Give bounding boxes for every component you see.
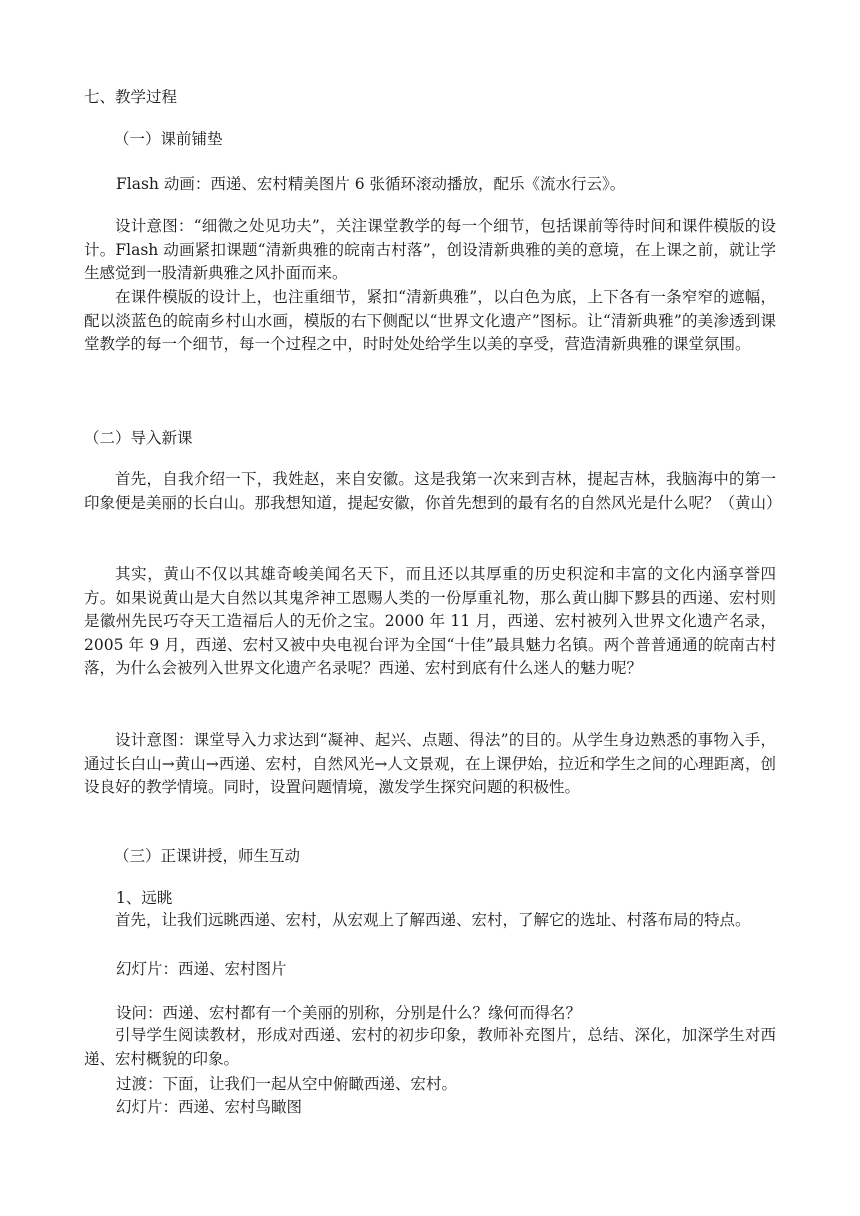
item1-title: 1、远眺: [116, 889, 173, 907]
section-title: 七、教学过程: [84, 88, 178, 106]
part3-heading: （三）正课讲授，师生互动: [114, 847, 301, 865]
guide-text: 引导学生阅读教材，形成对西递、宏村的初步印象，教师补充图片，总结、深化，加深学生对西递、宏村概貌的印象。: [84, 1026, 776, 1068]
template-design-paragraph: [84, 286, 776, 357]
intro-paragraph: [84, 468, 782, 515]
slide1-line: 幻灯片：西递、宏村图片: [116, 960, 287, 978]
part1-design-intent-text: 设计意图：“细微之处见功夫”，关注课堂教学的每一个细节，包括课前等待时间和课件模版的设计。Flash 动画紧扣课题“清新典雅的皖南古村落”，创设清新典雅的美的意境，在上课之前，就让学生感觉到一股清新典雅之风扑面而来。: [84, 217, 776, 282]
part2-design-intent: [84, 729, 776, 800]
huangshan-paragraph: [84, 563, 776, 681]
part2-heading: （二）导入新课: [84, 429, 193, 447]
part2-design-intent-text: 设计意图：课堂导入力求达到“凝神、起兴、点题、得法”的目的。从学生身边熟悉的事物入手，通过长白山→黄山→西递、宏村，自然风光→人文景观，在上课伊始，拉近和学生之间的心理距离，创设良好的教学情境。同时，设置问题情境，激发学生探究问题的积极性。: [84, 731, 776, 796]
huangshan-text: 其实，黄山不仅以其雄奇峻美闻名天下，而且还以其厚重的历史积淀和丰富的文化内涵享誉四方。如果说黄山是大自然以其鬼斧神工恩赐人类的一份厚重礼物，那么黄山脚下黟县的西递、宏村则是徽州先民巧夺天工造福后人的无价之宝。2000 年 11 月，西递、宏村被列入世界文化遗产名录，2005 年 9 月，西递、宏村又被中央电视台评为全国“十佳”最具魅力名镇。两个普普通通的皖南古村落，为什么会被列入世界文化遗产名录呢？西递、宏村到底有什么迷人的魅力呢？: [84, 565, 776, 677]
item1-text: 首先，让我们远眺西递、宏村，从宏观上了解西递、宏村，了解它的选址、村落布局的特点。: [115, 911, 751, 929]
question-line: 设问：西递、宏村都有一个美丽的别称，分别是什么？缘何而得名？: [116, 1004, 582, 1022]
slide2-line: 幻灯片：西递、宏村鸟瞰图: [116, 1098, 303, 1116]
transition-line: 过渡：下面，让我们一起从空中俯瞰西递、宏村。: [116, 1075, 458, 1093]
intro-text: 首先，自我介绍一下，我姓赵，来自安徽。这是我第一次来到吉林，提起吉林，我脑海中的第一印象便是美丽的长白山。那我想知道，提起安徽，你首先想到的最有名的自然风光是什么呢？（黄山）: [84, 470, 782, 512]
template-design-text: 在课件模版的设计上，也注重细节，紧扣“清新典雅”，以白色为底，上下各有一条窄窄的遮幅，配以淡蓝色的皖南乡村山水画，模版的右下侧配以“世界文化遗产”图标。让“清新典雅”的美渗透到课堂教学的每一个细节，每一个过程之中，时时处处给学生以美的享受，营造清新典雅的课堂氛围。: [84, 288, 776, 353]
item1-paragraph: [84, 909, 776, 933]
guide-paragraph: [84, 1024, 776, 1071]
flash-animation-line: Flash 动画：西递、宏村精美图片 6 张循环滚动播放，配乐《流水行云》。: [116, 175, 626, 193]
part1-heading: （一）课前铺垫: [114, 130, 223, 148]
part1-design-intent: [84, 215, 776, 286]
